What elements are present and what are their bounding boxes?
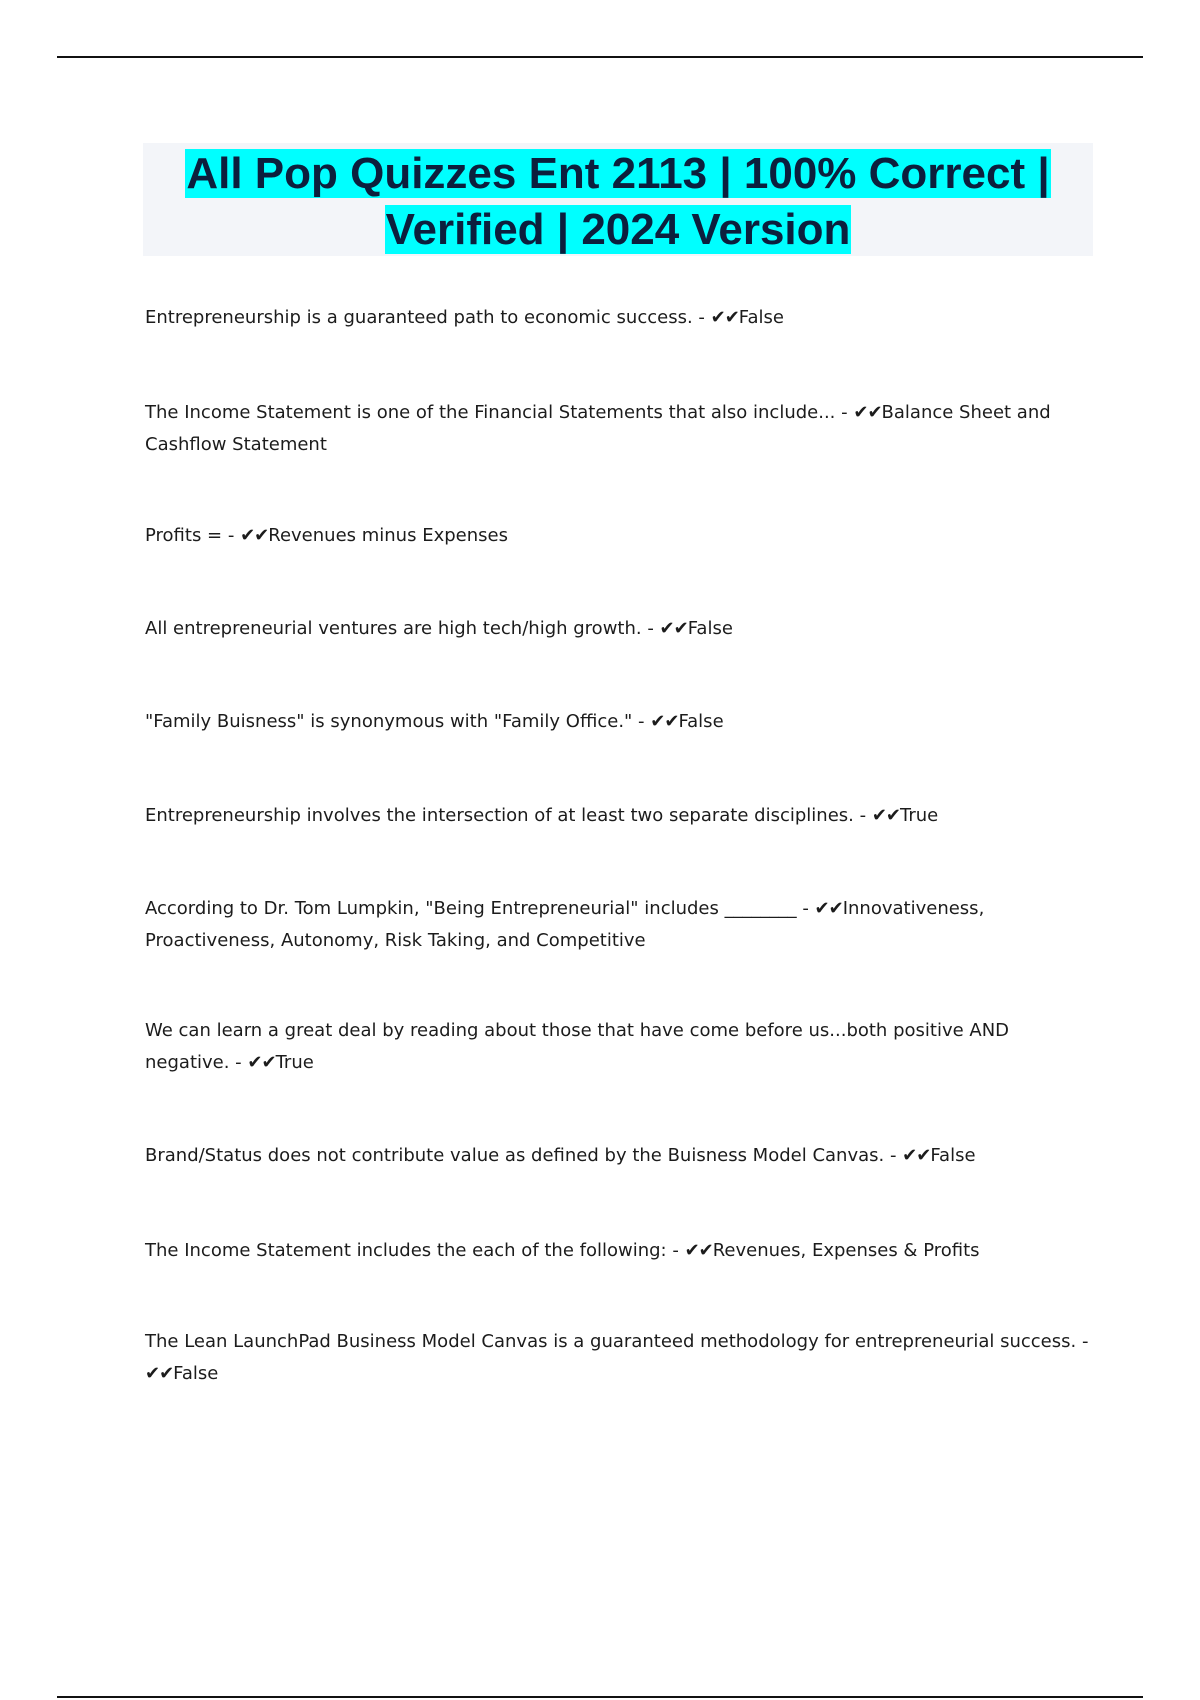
qa-item xyxy=(145,1326,1095,1390)
double-check-icon: ✔✔ xyxy=(650,711,679,732)
qa-item xyxy=(145,706,1095,738)
question-text: Brand/Status does not contribute value as defined by the Buisness Model Canvas. - xyxy=(145,1145,903,1166)
answer-text: True xyxy=(275,1052,314,1073)
answer-text: False xyxy=(930,1145,976,1166)
qa-item xyxy=(145,302,1095,334)
title-banner xyxy=(143,143,1093,256)
double-check-icon: ✔✔ xyxy=(659,618,688,639)
question-text: According to Dr. Tom Lumpkin, "Being Entrepreneurial" includes ________ - xyxy=(145,898,815,919)
question-text: Entrepreneurship involves the intersection of at least two separate disciplines. - xyxy=(145,805,872,826)
double-check-icon: ✔✔ xyxy=(145,1363,174,1384)
question-text: "Family Buisness" is synonymous with "Family Office." - xyxy=(145,711,651,732)
double-check-icon: ✔✔ xyxy=(853,402,882,423)
bottom-rule xyxy=(57,1696,1143,1698)
answer-text: False xyxy=(173,1363,219,1384)
answer-text: True xyxy=(899,805,939,826)
double-check-icon: ✔✔ xyxy=(240,525,269,546)
qa-item xyxy=(145,1140,1095,1172)
double-check-icon: ✔✔ xyxy=(684,1240,713,1261)
question-text: Profits = - xyxy=(145,525,241,546)
answer-text: Revenues minus Expenses xyxy=(268,525,508,546)
question-text: The Income Statement is one of the Financial Statements that also include... - xyxy=(145,402,854,423)
answer-text: Balance Sheet and Cashflow Statement xyxy=(145,402,1051,455)
double-check-icon: ✔✔ xyxy=(814,898,843,919)
qa-item xyxy=(145,397,1095,461)
answer-text: False xyxy=(738,307,784,328)
title-highlight: All Pop Quizzes Ent 2113 | 100% Correct | Verified | 2024 Version xyxy=(186,149,1050,254)
answer-text: False xyxy=(678,711,724,732)
double-check-icon: ✔✔ xyxy=(710,307,739,328)
question-text: The Lean LaunchPad Business Model Canvas is a guaranteed methodology for entrepreneurial success. - xyxy=(145,1331,1089,1352)
qa-item xyxy=(145,893,1095,957)
qa-item xyxy=(145,1235,1095,1267)
qa-item xyxy=(145,800,1095,832)
answer-text: False xyxy=(687,618,733,639)
top-rule xyxy=(57,56,1143,58)
qa-item xyxy=(145,520,1095,552)
qa-item xyxy=(145,1015,1095,1079)
question-text: The Income Statement includes the each of the following: - xyxy=(145,1240,685,1261)
double-check-icon: ✔✔ xyxy=(247,1052,276,1073)
double-check-icon: ✔✔ xyxy=(871,805,900,826)
document-title xyxy=(143,143,1093,258)
double-check-icon: ✔✔ xyxy=(902,1145,931,1166)
answer-text: Innovativeness, Proactiveness, Autonomy, Risk Taking, and Competitive xyxy=(145,898,985,951)
question-text: All entrepreneurial ventures are high tech/high growth. - xyxy=(145,618,660,639)
question-text: Entrepreneurship is a guaranteed path to economic success. - xyxy=(145,307,711,328)
answer-text: Revenues, Expenses & Profits xyxy=(712,1240,980,1261)
qa-item xyxy=(145,613,1095,645)
question-text: We can learn a great deal by reading about those that have come before us...both positive AND negative. - xyxy=(145,1020,1010,1073)
